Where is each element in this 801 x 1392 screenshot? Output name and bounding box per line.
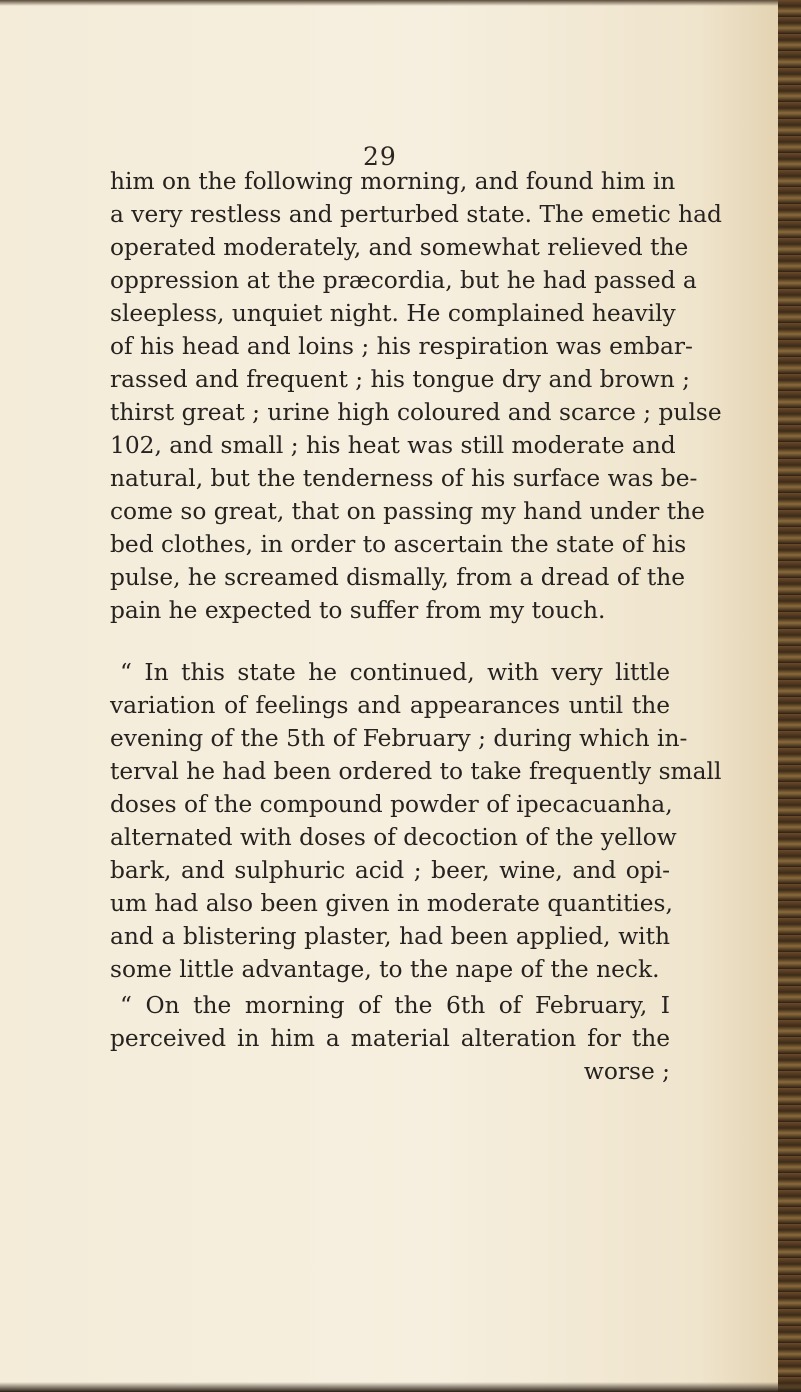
text-line: sleepless, unquiet night. He complained heavily [110, 300, 676, 327]
text-line: “ On the morning of the 6th of February, I [120, 992, 670, 1019]
text-line: some little advantage, to the nape of the neck. [110, 956, 660, 983]
text-line: oppression at the præcordia, but he had passed a [110, 267, 697, 294]
text-line: rassed and frequent ; his tongue dry and brown ; [110, 366, 690, 393]
text-line: operated moderately, and somewhat relieved the [110, 234, 689, 261]
text-line: of his head and loins ; his respiration was embar- [110, 333, 693, 360]
book-spine [778, 0, 801, 1392]
text-line: bark, and sulphuric acid ; beer, wine, and opi- [110, 857, 670, 884]
text-line: pain he expected to suffer from my touch. [110, 597, 606, 624]
text-line: a very restless and perturbed state. The emetic had [110, 201, 722, 228]
text-line: perceived in him a material alteration for the [110, 1025, 670, 1052]
text-line: evening of the 5th of February ; during which in- [110, 725, 688, 752]
text-line: um had also been given in moderate quantities, [110, 890, 673, 917]
paragraph-1 [110, 165, 722, 627]
text-line: come so great, that on passing my hand under the [110, 498, 705, 525]
text-line: natural, but the tenderness of his surface was be- [110, 465, 698, 492]
page-number: 29 [363, 142, 397, 171]
text-line: alternated with doses of decoction of the yellow [110, 824, 677, 851]
paragraph-2 [110, 656, 722, 986]
catchword: worse ; [583, 1058, 670, 1085]
text-line: doses of the compound powder of ipecacuanha, [110, 791, 673, 818]
page-bottom-edge [0, 1382, 801, 1392]
text-line: terval he had been ordered to take frequently small [110, 758, 722, 785]
text-line: bed clothes, in order to ascertain the state of his [110, 531, 687, 558]
text-line: 102, and small ; his heat was still moderate and [110, 432, 676, 459]
text-line: variation of feelings and appearances until the [110, 692, 670, 719]
text-line: pulse, he screamed dismally, from a dread of the [110, 564, 686, 591]
paragraph-3 [110, 989, 670, 1088]
text-line: him on the following morning, and found him in [110, 168, 676, 195]
text-line: thirst great ; urine high coloured and scarce ; pulse [110, 399, 722, 426]
text-line: and a blistering plaster, had been applied, with [110, 923, 670, 950]
text-line: “ In this state he continued, with very little [120, 659, 670, 686]
